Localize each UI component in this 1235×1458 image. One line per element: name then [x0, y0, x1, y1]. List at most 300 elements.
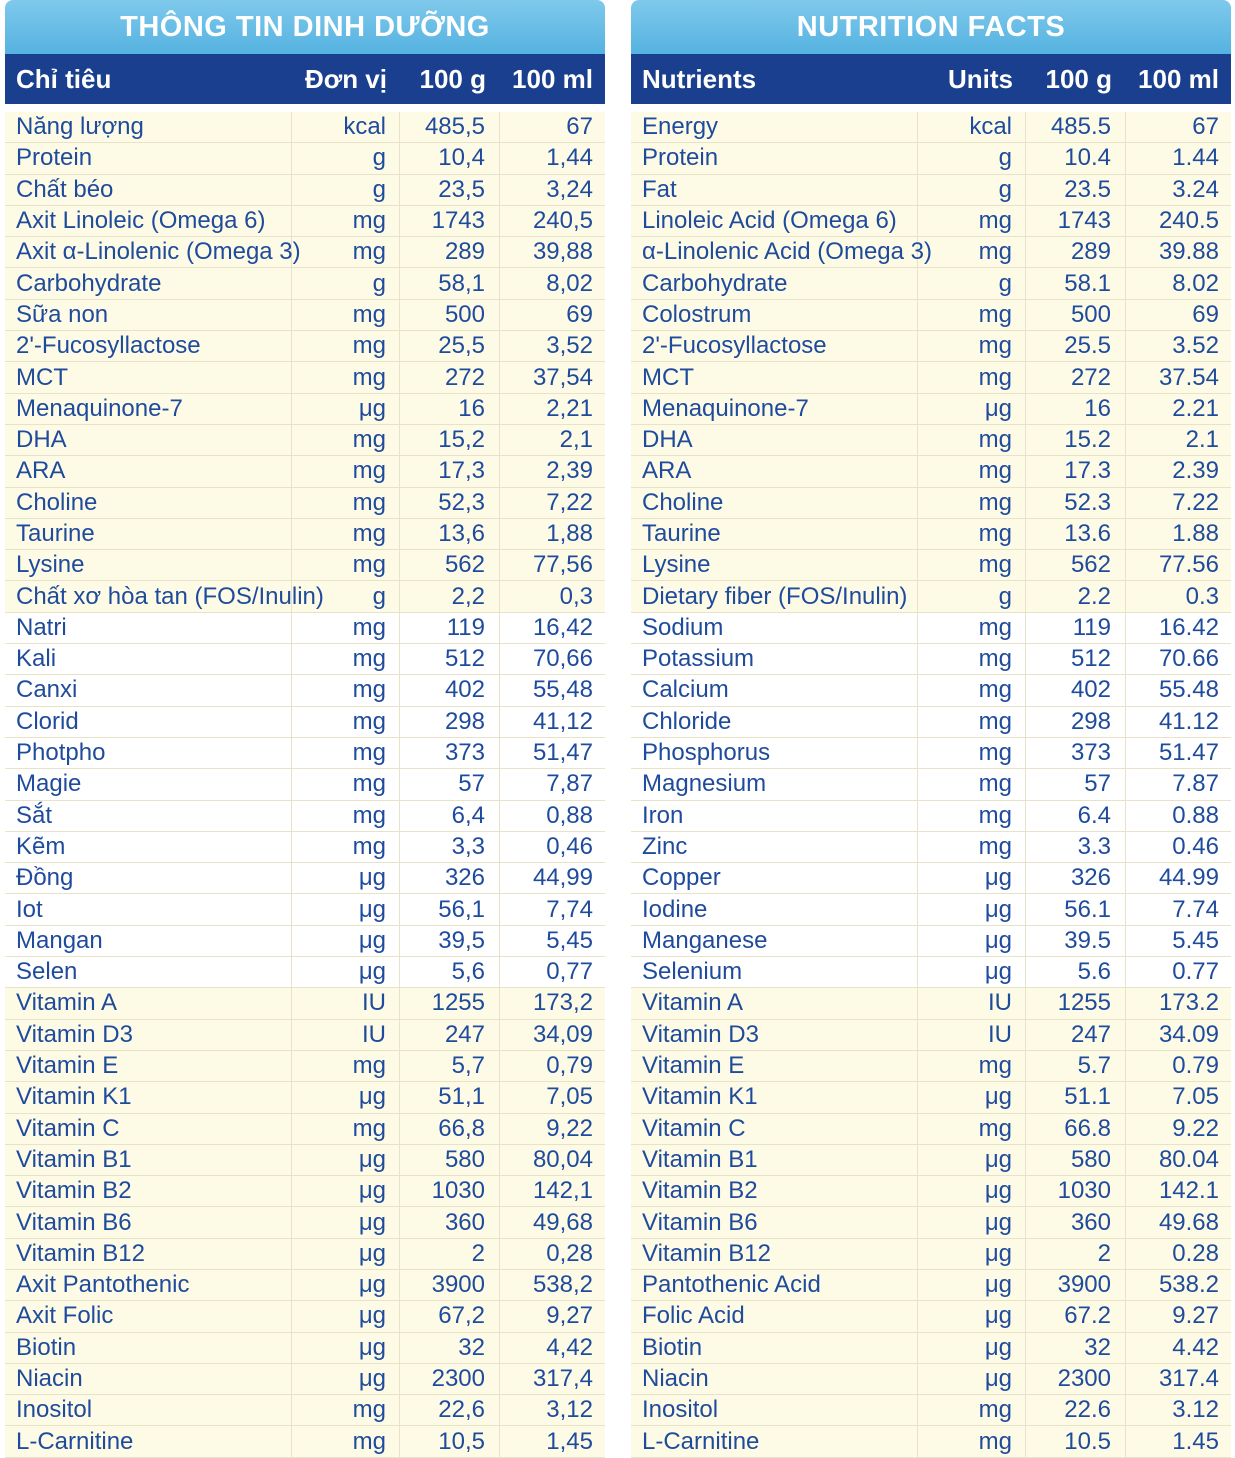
table-row	[5, 1270, 605, 1301]
nutrient-unit: mg	[292, 1426, 400, 1456]
value-per-100g: 6,4	[400, 801, 500, 831]
value-per-100ml: 37.54	[1158, 363, 1219, 391]
value-per-100ml: 240.5	[1158, 207, 1219, 235]
value-per-100g: 298	[1026, 707, 1126, 737]
nutrient-name: Niacin	[631, 1364, 918, 1394]
table-row	[5, 394, 605, 425]
value-per-100ml: 0.46	[1172, 832, 1219, 860]
value-per-100ml: 0,77	[546, 958, 593, 986]
value-per-100ml: 1,88	[546, 520, 593, 547]
value-per-100g: 67,2	[400, 1301, 500, 1331]
nutrient-unit: mg	[292, 300, 400, 330]
nutrient-unit: mg	[918, 1114, 1026, 1144]
nutrient-unit: mg	[292, 362, 400, 392]
value-per-100ml: 0,79	[546, 1052, 593, 1080]
value-per-100g: 119	[1026, 613, 1126, 643]
table-row	[5, 581, 605, 612]
table-row	[631, 362, 1231, 393]
nutrient-name: Dietary fiber (FOS/Inulin)	[631, 581, 918, 611]
nutrient-unit: IU	[292, 1020, 400, 1050]
nutrient-unit: mg	[292, 707, 400, 737]
nutrient-name: Năng lượng	[5, 112, 292, 142]
value-per-100g: 247	[1026, 1020, 1126, 1050]
nutrient-unit: IU	[918, 988, 1026, 1018]
value-per-100g: 360	[400, 1207, 500, 1237]
value-per-100g: 402	[1026, 675, 1126, 705]
value-per-100g: 17,3	[400, 456, 500, 486]
nutrient-name: 2'-Fucosyllactose	[631, 331, 918, 361]
value-per-100ml: 67	[566, 113, 593, 141]
table-row	[5, 1114, 605, 1145]
nutrient-name: Vitamin E	[631, 1051, 918, 1081]
value-per-100g: 10.4	[1026, 143, 1126, 173]
nutrient-name: 2'-Fucosyllactose	[5, 331, 292, 361]
value-per-100ml: 173,2	[532, 989, 593, 1017]
table-row	[5, 1020, 605, 1051]
nutrient-unit: μg	[918, 394, 1026, 424]
value-per-100ml: 0.88	[1172, 801, 1219, 829]
table-row	[631, 738, 1231, 769]
table-row	[631, 1333, 1231, 1364]
table-row	[5, 1364, 605, 1395]
nutrient-name: Niacin	[5, 1364, 292, 1394]
table-row	[5, 1426, 605, 1457]
table-title: NUTRITION FACTS	[631, 0, 1231, 54]
nutrient-name: Iot	[5, 894, 292, 924]
nutrient-unit: μg	[292, 1207, 400, 1237]
value-per-100g: 22,6	[400, 1395, 500, 1425]
table-row	[5, 1207, 605, 1238]
value-per-100g: 360	[1026, 1207, 1126, 1237]
value-per-100g: 56,1	[400, 894, 500, 924]
nutrient-unit: μg	[918, 926, 1026, 956]
nutrient-unit: μg	[292, 1176, 400, 1206]
value-per-100g: 512	[400, 644, 500, 674]
value-per-100g: 562	[1026, 550, 1126, 580]
value-per-100ml: 41,12	[532, 707, 593, 735]
table-row	[631, 957, 1231, 988]
value-per-100g: 1255	[400, 988, 500, 1018]
value-per-100ml: 2.39	[1172, 457, 1219, 485]
nutrient-unit: mg	[918, 738, 1026, 768]
value-per-100ml: 7,74	[546, 895, 593, 923]
value-per-100g: 23,5	[400, 175, 500, 205]
value-per-100g: 272	[1026, 362, 1126, 392]
table-row	[5, 675, 605, 706]
header-per-100g: 100 g	[419, 63, 486, 94]
table-row	[5, 894, 605, 925]
nutrient-unit: mg	[918, 362, 1026, 392]
nutrient-name: Taurine	[631, 519, 918, 549]
value-per-100g: 17.3	[1026, 456, 1126, 486]
nutrient-unit: μg	[918, 1239, 1026, 1269]
value-per-100g: 57	[1026, 769, 1126, 799]
table-row	[5, 926, 605, 957]
value-per-100g: 1030	[400, 1176, 500, 1206]
value-per-100g: 272	[400, 362, 500, 392]
value-per-100g: 52,3	[400, 488, 500, 518]
value-per-100g: 1030	[1026, 1176, 1126, 1206]
nutrient-name: DHA	[631, 425, 918, 455]
nutrient-name: ARA	[631, 456, 918, 486]
value-per-100g: 2,2	[400, 581, 500, 611]
nutrient-unit: mg	[292, 738, 400, 768]
nutrient-unit: mg	[918, 675, 1026, 705]
nutrient-name: Vitamin A	[631, 988, 918, 1018]
table-header-row	[5, 54, 605, 106]
value-per-100g: 562	[400, 550, 500, 580]
value-per-100ml: 9.22	[1172, 1114, 1219, 1142]
nutrient-name: Taurine	[5, 519, 292, 549]
table-row	[631, 926, 1231, 957]
nutrient-unit: g	[292, 581, 400, 611]
nutrient-unit: mg	[918, 519, 1026, 549]
table-row	[5, 362, 605, 393]
nutrient-unit: mg	[918, 425, 1026, 455]
nutrient-unit: mg	[292, 550, 400, 580]
nutrient-unit: μg	[292, 1082, 400, 1112]
value-per-100g: 512	[1026, 644, 1126, 674]
nutrient-name: Menaquinone-7	[5, 394, 292, 424]
value-per-100ml: 0.28	[1172, 1239, 1219, 1267]
value-per-100ml: 317,4	[532, 1365, 593, 1393]
table-row	[5, 769, 605, 800]
value-per-100g: 32	[400, 1333, 500, 1363]
table-row	[631, 769, 1231, 800]
value-per-100g: 3,3	[400, 832, 500, 862]
nutrient-unit: mg	[918, 832, 1026, 862]
nutrition-table-english	[631, 0, 1231, 1455]
nutrient-unit: mg	[918, 550, 1026, 580]
nutrient-unit: μg	[918, 957, 1026, 987]
nutrient-name: L-Carnitine	[5, 1426, 292, 1456]
value-per-100ml: 39,88	[532, 238, 593, 266]
value-per-100g: 373	[1026, 738, 1126, 768]
nutrient-name: Sodium	[631, 613, 918, 643]
nutrient-name: Magnesium	[631, 769, 918, 799]
value-per-100ml: 240,5	[532, 207, 593, 235]
value-per-100g: 16	[400, 394, 500, 424]
nutrient-unit: μg	[918, 1145, 1026, 1175]
value-per-100g: 16	[1026, 394, 1126, 424]
table-title: THÔNG TIN DINH DƯỠNG	[5, 0, 605, 54]
nutrient-unit: mg	[918, 300, 1026, 330]
nutrient-unit: μg	[918, 1301, 1026, 1331]
table-row	[631, 675, 1231, 706]
nutrient-name: Axit Linoleic (Omega 6)	[5, 206, 292, 236]
value-per-100ml: 7.22	[1172, 488, 1219, 516]
nutrient-unit: mg	[918, 456, 1026, 486]
value-per-100ml: 7,05	[546, 1083, 593, 1111]
value-per-100ml: 51.47	[1158, 739, 1219, 767]
value-per-100g: 39.5	[1026, 926, 1126, 956]
nutrient-unit: mg	[292, 1395, 400, 1425]
header-name: Nutrients	[642, 63, 757, 94]
nutrient-unit: μg	[292, 957, 400, 987]
nutrient-name: Chloride	[631, 707, 918, 737]
table-row	[5, 143, 605, 174]
value-per-100g: 1743	[400, 206, 500, 236]
header-unit: Đơn vị	[304, 63, 387, 94]
nutrient-name: Vitamin B6	[5, 1207, 292, 1237]
nutrient-unit: mg	[292, 644, 400, 674]
table-row	[5, 1176, 605, 1207]
value-per-100ml: 77.56	[1158, 551, 1219, 579]
value-per-100ml: 0.3	[1185, 582, 1219, 610]
nutrient-name: Magie	[5, 769, 292, 799]
nutrient-unit: μg	[292, 1270, 400, 1300]
value-per-100ml: 538,2	[532, 1271, 593, 1299]
nutrient-name: Fat	[631, 175, 918, 205]
nutrient-unit: mg	[918, 644, 1026, 674]
table-row	[5, 550, 605, 581]
table-row	[631, 707, 1231, 738]
value-per-100ml: 2,21	[546, 394, 593, 422]
value-per-100ml: 7.87	[1172, 770, 1219, 798]
value-per-100g: 10,5	[400, 1426, 500, 1456]
value-per-100ml: 67	[1192, 113, 1219, 141]
value-per-100g: 13,6	[400, 519, 500, 549]
value-per-100g: 289	[1026, 237, 1126, 267]
nutrient-unit: mg	[918, 1051, 1026, 1081]
value-per-100g: 485,5	[400, 112, 500, 142]
table-row	[631, 581, 1231, 612]
table-row	[631, 613, 1231, 644]
nutrient-name: Photpho	[5, 738, 292, 768]
value-per-100ml: 1,45	[546, 1427, 593, 1455]
value-per-100g: 15.2	[1026, 425, 1126, 455]
nutrient-unit: μg	[918, 863, 1026, 893]
table-row	[631, 112, 1231, 143]
value-per-100ml: 2,39	[546, 457, 593, 485]
value-per-100ml: 1.44	[1172, 144, 1219, 172]
value-per-100ml: 3,52	[546, 332, 593, 360]
value-per-100ml: 3,12	[546, 1396, 593, 1424]
table-row	[5, 268, 605, 299]
value-per-100g: 5,6	[400, 957, 500, 987]
table-row	[5, 1145, 605, 1176]
header-per-100ml: 100 ml	[512, 63, 593, 94]
value-per-100ml: 5,45	[546, 926, 593, 954]
nutrient-unit: g	[292, 175, 400, 205]
table-row	[631, 1176, 1231, 1207]
value-per-100g: 67.2	[1026, 1301, 1126, 1331]
nutrient-unit: μg	[918, 1082, 1026, 1112]
value-per-100ml: 4.42	[1172, 1333, 1219, 1361]
table-row	[631, 394, 1231, 425]
nutrient-unit: mg	[292, 613, 400, 643]
nutrient-name: Axit Folic	[5, 1301, 292, 1331]
nutrient-name: Vitamin B1	[631, 1145, 918, 1175]
table-row	[631, 331, 1231, 362]
value-per-100g: 66,8	[400, 1114, 500, 1144]
table-row	[631, 1426, 1231, 1457]
table-row	[5, 175, 605, 206]
nutrient-name: Vitamin B12	[5, 1239, 292, 1269]
value-per-100ml: 80.04	[1158, 1145, 1219, 1173]
table-row	[5, 707, 605, 738]
value-per-100g: 3900	[400, 1270, 500, 1300]
value-per-100g: 247	[400, 1020, 500, 1050]
nutrient-unit: mg	[292, 331, 400, 361]
table-row	[631, 1114, 1231, 1145]
value-per-100g: 2	[400, 1239, 500, 1269]
table-header-row	[631, 54, 1231, 106]
nutrient-name: Carbohydrate	[631, 268, 918, 298]
nutrient-name: L-Carnitine	[631, 1426, 918, 1456]
nutrient-unit: mg	[918, 707, 1026, 737]
nutrient-unit: IU	[918, 1020, 1026, 1050]
value-per-100g: 580	[400, 1145, 500, 1175]
nutrient-unit: μg	[292, 1145, 400, 1175]
value-per-100ml: 44,99	[532, 864, 593, 892]
value-per-100g: 289	[400, 237, 500, 267]
nutrient-name: Copper	[631, 863, 918, 893]
table-row	[5, 801, 605, 832]
nutrient-unit: mg	[292, 425, 400, 455]
nutrient-name: Vitamin B12	[631, 1239, 918, 1269]
value-per-100ml: 0,28	[546, 1239, 593, 1267]
value-per-100g: 10,4	[400, 143, 500, 173]
nutrient-unit: μg	[292, 394, 400, 424]
value-per-100ml: 49.68	[1158, 1208, 1219, 1236]
nutrient-name: Vitamin B2	[5, 1176, 292, 1206]
value-per-100ml: 7.05	[1172, 1083, 1219, 1111]
nutrient-name: Vitamin A	[5, 988, 292, 1018]
value-per-100ml: 2.21	[1172, 394, 1219, 422]
value-per-100ml: 9,22	[546, 1114, 593, 1142]
value-per-100ml: 1,44	[546, 144, 593, 172]
value-per-100ml: 8.02	[1172, 269, 1219, 297]
value-per-100ml: 3.12	[1172, 1396, 1219, 1424]
table-row	[631, 206, 1231, 237]
value-per-100ml: 8,02	[546, 269, 593, 297]
nutrient-name: Phosphorus	[631, 738, 918, 768]
table-row	[631, 1082, 1231, 1113]
value-per-100ml: 4,42	[546, 1333, 593, 1361]
nutrient-name: Folic Acid	[631, 1301, 918, 1331]
header-unit: Units	[948, 63, 1013, 94]
nutrient-name: Mangan	[5, 926, 292, 956]
nutrient-name: Kali	[5, 644, 292, 674]
nutrient-unit: mg	[292, 456, 400, 486]
nutrient-name: Kẽm	[5, 832, 292, 862]
nutrient-name: Inositol	[631, 1395, 918, 1425]
nutrient-unit: g	[918, 175, 1026, 205]
value-per-100g: 39,5	[400, 926, 500, 956]
value-per-100ml: 0,3	[559, 582, 593, 610]
nutrient-unit: mg	[292, 1114, 400, 1144]
table-row	[631, 1239, 1231, 1270]
value-per-100g: 32	[1026, 1333, 1126, 1363]
table-row	[631, 801, 1231, 832]
nutrient-unit: μg	[918, 894, 1026, 924]
value-per-100ml: 142,1	[532, 1177, 593, 1205]
nutrient-unit: mg	[918, 237, 1026, 267]
value-per-100ml: 69	[566, 300, 593, 328]
nutrient-unit: mg	[918, 801, 1026, 831]
value-per-100g: 25.5	[1026, 331, 1126, 361]
nutrient-name: Vitamin C	[631, 1114, 918, 1144]
value-per-100ml: 34.09	[1158, 1020, 1219, 1048]
nutrient-name: Vitamin D3	[5, 1020, 292, 1050]
nutrient-unit: μg	[292, 863, 400, 893]
table-row	[5, 300, 605, 331]
nutrient-name: Natri	[5, 613, 292, 643]
table-body	[631, 112, 1231, 1458]
nutrient-name: Lysine	[631, 550, 918, 580]
value-per-100g: 373	[400, 738, 500, 768]
nutrient-unit: mg	[292, 801, 400, 831]
value-per-100ml: 34,09	[532, 1020, 593, 1048]
value-per-100ml: 7.74	[1172, 895, 1219, 923]
nutrient-unit: mg	[292, 488, 400, 518]
table-row	[5, 237, 605, 268]
value-per-100g: 13.6	[1026, 519, 1126, 549]
value-per-100g: 6.4	[1026, 801, 1126, 831]
nutrient-name: Manganese	[631, 926, 918, 956]
nutrient-name: Chất xơ hòa tan (FOS/Inulin)	[5, 581, 292, 611]
nutrient-name: Chất béo	[5, 175, 292, 205]
nutrient-name: Menaquinone-7	[631, 394, 918, 424]
value-per-100ml: 16.42	[1158, 613, 1219, 641]
table-row	[631, 143, 1231, 174]
nutrient-unit: g	[292, 143, 400, 173]
value-per-100g: 5.6	[1026, 957, 1126, 987]
nutrient-unit: kcal	[292, 112, 400, 142]
value-per-100ml: 317.4	[1158, 1365, 1219, 1393]
value-per-100ml: 49,68	[532, 1208, 593, 1236]
value-per-100ml: 70.66	[1158, 645, 1219, 673]
nutrient-unit: mg	[292, 832, 400, 862]
table-row	[5, 1051, 605, 1082]
nutrient-name: Selenium	[631, 957, 918, 987]
table-row	[5, 613, 605, 644]
value-per-100ml: 7,22	[546, 488, 593, 516]
value-per-100ml: 0.79	[1172, 1052, 1219, 1080]
nutrient-unit: μg	[918, 1333, 1026, 1363]
nutrient-name: Selen	[5, 957, 292, 987]
table-row	[5, 112, 605, 143]
value-per-100g: 51,1	[400, 1082, 500, 1112]
value-per-100g: 326	[400, 863, 500, 893]
value-per-100g: 56.1	[1026, 894, 1126, 924]
nutrient-unit: g	[918, 143, 1026, 173]
value-per-100ml: 16,42	[532, 613, 593, 641]
value-per-100ml: 9.27	[1172, 1302, 1219, 1330]
table-row	[631, 863, 1231, 894]
nutrient-unit: μg	[292, 1333, 400, 1363]
nutrient-name: Vitamin E	[5, 1051, 292, 1081]
value-per-100g: 15,2	[400, 425, 500, 455]
table-row	[5, 206, 605, 237]
nutrient-name: Biotin	[5, 1333, 292, 1363]
table-row	[5, 331, 605, 362]
table-row	[5, 456, 605, 487]
table-row	[5, 738, 605, 769]
value-per-100g: 500	[400, 300, 500, 330]
table-row	[631, 1051, 1231, 1082]
table-row	[631, 832, 1231, 863]
value-per-100ml: 51,47	[532, 739, 593, 767]
value-per-100ml: 37,54	[532, 363, 593, 391]
value-per-100g: 2.2	[1026, 581, 1126, 611]
table-row	[5, 644, 605, 675]
value-per-100ml: 80,04	[532, 1145, 593, 1173]
table-row	[631, 237, 1231, 268]
value-per-100ml: 0,88	[546, 801, 593, 829]
value-per-100g: 5,7	[400, 1051, 500, 1081]
